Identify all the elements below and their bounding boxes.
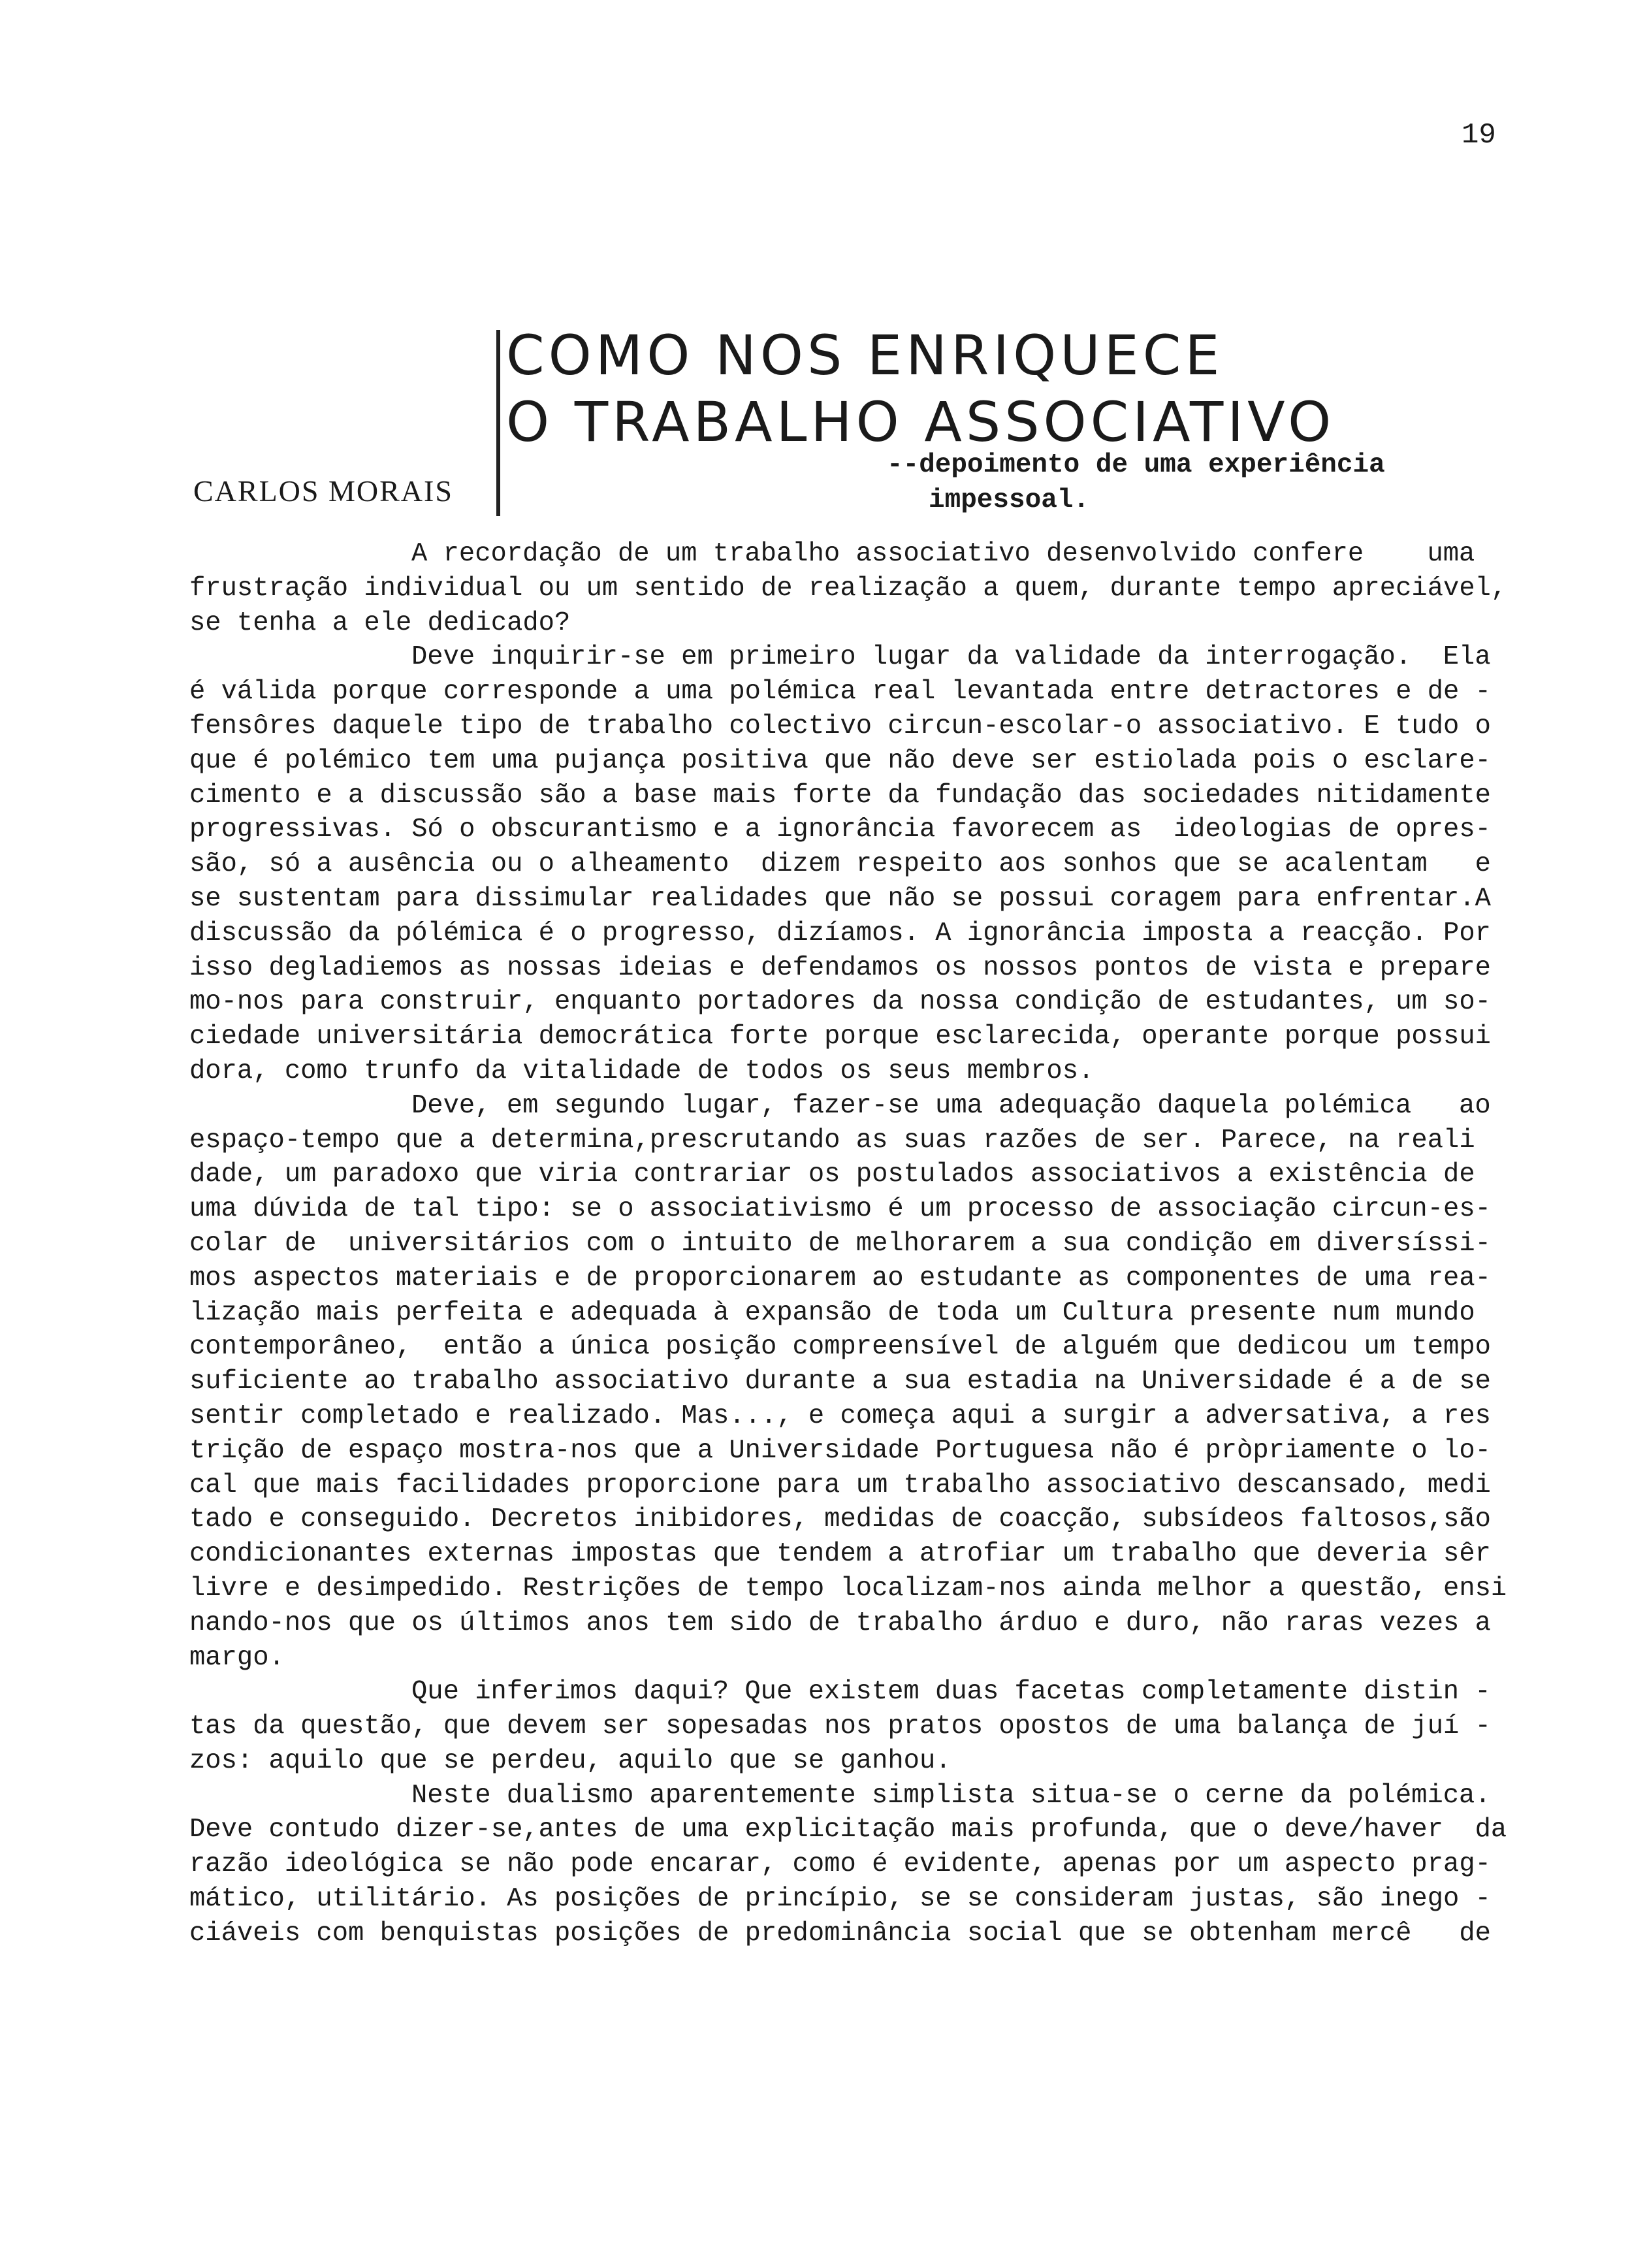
body-text-line: dora, como trunfo da vitalidade de todos os seus membros. <box>189 1056 1095 1086</box>
body-text-line: Deve, em segundo lugar, fazer-se uma adequação daquela polémica ao <box>411 1090 1491 1121</box>
body-text-line: tas da questão, que devem ser sopesadas nos pratos opostos de uma balança de juí - <box>189 1711 1491 1742</box>
page-number: 19 <box>1462 119 1496 152</box>
body-text-line: progressivas. Só o obscurantismo e a ignorância favorecem as ideologias de opres- <box>189 815 1491 845</box>
body-text-line: tado e conseguido. Decretos inibidores, medidas de coacção, subsídeos faltosos,são <box>189 1504 1491 1535</box>
body-text-line: que é polémico tem uma pujança positiva que não deve ser estiolada pois o esclare- <box>189 745 1491 776</box>
body-text-line: ciáveis com benquistas posições de predominância social que se obtenham mercê de <box>189 1918 1491 1949</box>
body-text-line: mo-nos para construir, enquanto portadores da nossa condição de estudantes, um so- <box>189 987 1491 1018</box>
body-text-line: Que inferimos daqui? Que existem duas facetas completamente distin - <box>411 1677 1491 1708</box>
body-text-line: mático, utilitário. As posições de princípio, se se consideram justas, são inego - <box>189 1884 1491 1915</box>
body-text-line: Neste dualismo aparentemente simplista situa-se o cerne da polémica. <box>411 1780 1491 1811</box>
body-text-line: cal que mais facilidades proporcione para um trabalho associativo descansado, medi <box>189 1470 1491 1500</box>
body-text-line: cimento e a discussão são a base mais forte da fundação das sociedades nitidamente <box>189 780 1491 811</box>
body-text-line: discussão da pólémica é o progresso, dizíamos. A ignorância imposta a reacção. Por <box>189 918 1491 948</box>
title-margin-bar <box>496 330 500 516</box>
article-author: CARLOS MORAIS <box>193 474 453 508</box>
body-text-line: colar de universitários com o intuito de melhorarem a sua condição em diversíssi- <box>189 1228 1491 1259</box>
body-text-line: lização mais perfeita e adequada à expansão de toda um Cultura presente num mundo <box>189 1297 1475 1328</box>
body-text-line: livre e desimpedido. Restrições de tempo localizam-nos ainda melhor a questão, ensi <box>189 1573 1507 1604</box>
body-text-line: A recordação de um trabalho associativo desenvolvido confere uma <box>411 539 1475 569</box>
article-subtitle-line-2: impessoal. <box>929 485 1090 515</box>
body-text-line: contemporâneo, então a única posição compreensível de alguém que dedicou um tempo <box>189 1332 1491 1363</box>
body-text-line: são, só a ausência ou o alheamento dizem respeito aos sonhos que se acalentam e <box>189 849 1491 880</box>
body-text-line: espaço-tempo que a determina,prescrutando as suas razões de ser. Parece, na reali <box>189 1125 1475 1156</box>
body-text-line: Deve contudo dizer-se,antes de uma explicitação mais profunda, que o deve/haver da <box>189 1815 1507 1845</box>
article-title-line-1: COMO NOS ENRIQUECE <box>506 323 1224 387</box>
body-text-line: é válida porque corresponde a uma polémica real levantada entre detractores e de - <box>189 677 1491 707</box>
body-text-line: nando-nos que os últimos anos tem sido de trabalho árduo e duro, não raras vezes a <box>189 1608 1491 1638</box>
body-text-line: dade, um paradoxo que viria contrariar os postulados associativos a existência de <box>189 1159 1475 1190</box>
body-text-line: condicionantes externas impostas que tendem a atrofiar um trabalho que deveria sêr <box>189 1539 1491 1570</box>
body-text-line: Deve inquirir-se em primeiro lugar da validade da interrogação. Ela <box>411 642 1491 673</box>
body-text-line: uma dúvida de tal tipo: se o associativismo é um processo de associação circun-es- <box>189 1194 1491 1225</box>
body-text-line: se sustentam para dissimular realidades que não se possui coragem para enfrentar.A <box>189 883 1491 914</box>
body-text-line: razão ideológica se não pode encarar, como é evidente, apenas por um aspecto prag- <box>189 1849 1491 1880</box>
body-text-line: suficiente ao trabalho associativo durante a sua estadia na Universidade é a de se <box>189 1367 1491 1397</box>
body-text-line: se tenha a ele dedicado? <box>189 608 571 638</box>
article-title-line-2: O TRABALHO ASSOCIATIVO <box>506 390 1335 454</box>
article-body <box>189 537 1528 1951</box>
body-text-line: isso degladiemos as nossas ideias e defendamos os nossos pontos de vista e prepare <box>189 952 1491 983</box>
body-text-line: mos aspectos materiais e de proporcionarem ao estudante as componentes de uma rea- <box>189 1263 1491 1293</box>
body-text-line: zos: aquilo que se perdeu, aquilo que se ganhou. <box>189 1745 951 1776</box>
article-subtitle <box>887 447 1385 518</box>
body-text-line: ciedade universitária democrática forte porque esclarecida, operante porque possui <box>189 1022 1491 1052</box>
article-subtitle-line-1: --depoimento de uma experiência <box>887 450 1385 480</box>
body-text-line: trição de espaço mostra-nos que a Universidade Portuguesa não é pròpriamente o lo- <box>189 1435 1491 1466</box>
body-text-line: margo. <box>189 1642 285 1673</box>
body-text-line: fensôres daquele tipo de trabalho colectivo circun-escolar-o associativo. E tudo o <box>189 711 1491 741</box>
body-text-line: sentir completado e realizado. Mas..., e começa aqui a surgir a adversativa, a res <box>189 1401 1491 1431</box>
body-text-line: frustração individual ou um sentido de realização a quem, durante tempo apreciável, <box>189 573 1507 604</box>
